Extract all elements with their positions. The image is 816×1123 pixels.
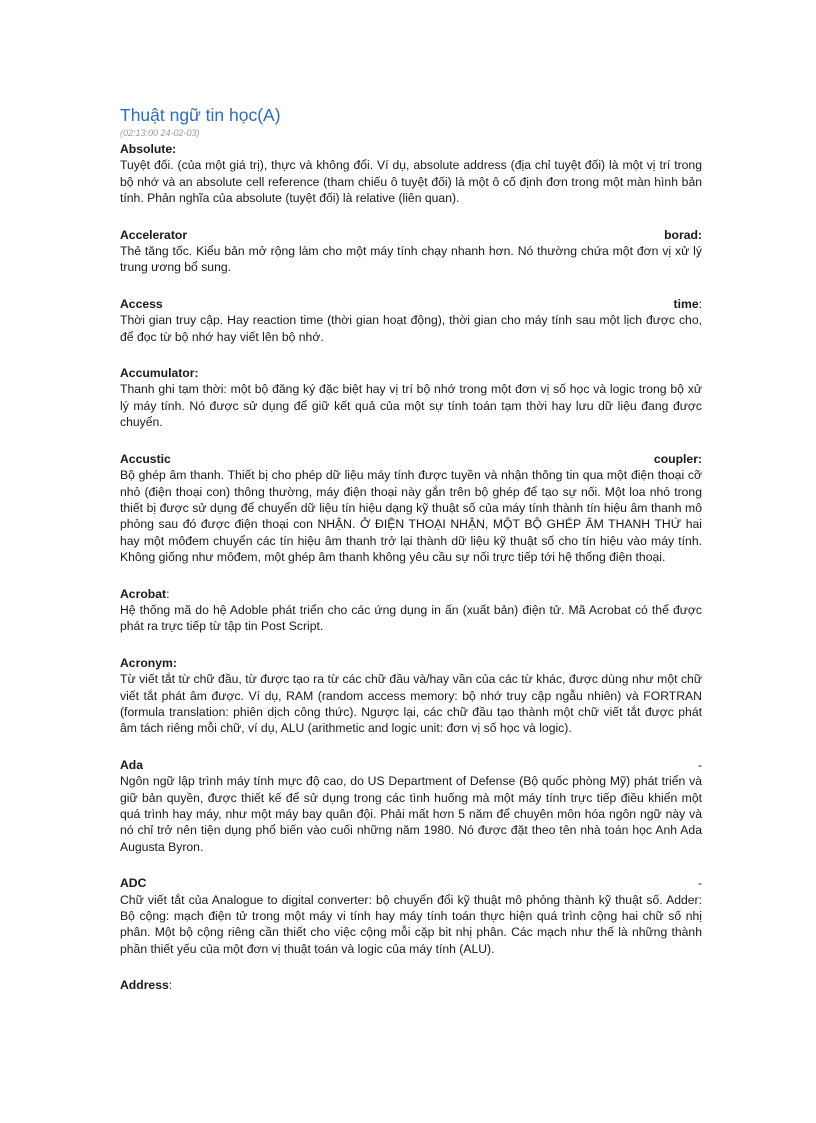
entry-term	[120, 757, 702, 773]
entry-term-text: Accustic	[120, 451, 171, 466]
entry-term-left	[120, 365, 199, 381]
entry-term-left	[120, 296, 163, 312]
glossary-entry	[120, 586, 702, 635]
entry-term	[120, 296, 702, 312]
entry-term	[120, 875, 702, 891]
entry-definition: Ngôn ngữ lập trình máy tính mực độ cao, do US Department of Defense (Bộ quốc phòng Mỹ) phát triển và giữ bản quyền, được thiết kế để sử dụng trong các tình huống mà một máy tính trực tiếp điều khiển một quá trình hay máy, như một máy bay quân đội. Phải mất hơn 5 năm để chuyên môn hóa ngôn ngữ này và nó chỉ trở nên tiện dụng phổ biến vào cuối những năm 1980. Nó được đặt theo tên nhà toán học Anh Ada Augusta Byron.	[120, 774, 702, 854]
entry-term-left	[120, 227, 187, 243]
entry-term	[120, 227, 702, 243]
entry-term-text: Accelerator	[120, 227, 188, 242]
entry-definition: Chữ viết tắt của Analogue to digital converter: bộ chuyển đổi kỹ thuật mô phỏng thành kỹ thuật số. Adder: Bộ cộng: mạch điện tử trong một máy vi tính hay máy tính toán thực hiện quá trình cộng hai chữ số nhị phân. Một bộ cộng riêng cần thiết cho việc cộng mỗi cặp bit nhị phân. Các mạch như thế là những thành phần thiết yếu của một đơn vị thuật toán và logic của máy tính (ALU).	[120, 892, 702, 956]
glossary-entry	[120, 141, 702, 207]
glossary-entry	[120, 977, 702, 993]
glossary-entries	[120, 141, 702, 994]
timestamp: (02:13:00 24-02-03)	[120, 128, 200, 138]
entry-definition: Bộ ghép âm thanh. Thiết bị cho phép dữ liệu máy tính được tuyền và nhận thông tin qua một điện thoại cỡ nhỏ (điện thoại con) thông thường, máy điện thoại này gắn trên bộ ghép để tạo sự nối. Một loa nhỏ trong thiết bị được sử dụng để chuyển dữ liệu tín hiệu dạng kỹ thuật số của máy tính thành tín hiệu âm thanh mô phỏng sau đó được điện thoại con NHẬN. Ở ĐIỆN THOẠI NHẬN, MỘT BỘ GHÉP ÂM THANH THỨ hai hay một môđem chuyển các tín hiệu âm thanh trở lại thành dữ liệu kỹ thuật số cho tín hiệu vào máy tính. Không giống như môđem, một ghép âm thanh không yêu cầu sự nối trực tiếp tới hệ thống điện thoại.	[120, 468, 702, 565]
glossary-entry	[120, 757, 702, 855]
entry-term	[120, 365, 702, 381]
entry-term-left	[120, 757, 143, 773]
entry-term-right	[698, 757, 702, 773]
glossary-entry	[120, 227, 702, 276]
entry-term-punct: :	[168, 978, 173, 993]
entry-term-right-text: coupler:	[653, 451, 702, 466]
entry-definition: Thanh ghi tạm thời: một bộ đăng ký đặc biệt hay vị trí bộ nhớ trong một đơn vị số học và logic trong bộ xử lý máy tính. Nó được sử dụng để giữ kết quả của một sự tính toán tạm thời hay lưu dữ liệu đang được chuyển.	[120, 382, 702, 430]
entry-term-left	[120, 141, 176, 157]
entry-term-text: Access	[120, 296, 163, 311]
entry-term	[120, 586, 702, 602]
entry-term-text: ADC	[120, 876, 147, 891]
entry-definition: Hệ thống mã do hệ Adoble phát triển cho các ứng dụng in ấn (xuất bản) điện tử. Mã Acrobat có thể được phát ra trực tiếp từ tập tin Post Script.	[120, 602, 702, 634]
entry-term-right-punct: :	[698, 296, 702, 311]
page-title: Thuật ngữ tin học(A)	[120, 105, 281, 125]
entry-definition: Từ viết tắt từ chữ đầu, từ được tạo ra từ các chữ đầu và/hay vần của các từ khác, được dùng như một chữ viết tắt phát âm được. Ví dụ, RAM (random access memory: bộ nhớ truy cập ngẫu nhiên) và FORTRAN (formula translation: phiên dịch công thức). Ngược lại, các chữ đầu tạo thành một chữ viết tắt được phát âm tách riêng mỗi chữ, ví dụ, ALU (arithmetic and logic unit: đơn vị số học và logic).	[120, 672, 702, 736]
entry-definition: Thẻ tăng tốc. Kiểu bản mở rộng làm cho một máy tính chạy nhanh hơn. Nó thường chứa một đơn vị xử lý trung ương bổ sung.	[120, 244, 702, 275]
glossary-entry	[120, 655, 702, 737]
entry-term-left	[120, 451, 171, 467]
glossary-entry	[120, 451, 702, 566]
entry-term-right-punct: -	[697, 757, 702, 772]
entry-term-text: Acronym:	[120, 655, 177, 670]
entry-term-text: Acrobat	[120, 586, 167, 601]
entry-term	[120, 977, 702, 993]
entry-term-right-punct: -	[697, 876, 702, 891]
glossary-entry	[120, 875, 702, 957]
entry-term	[120, 451, 702, 467]
entry-term	[120, 141, 702, 157]
entry-term-right-text: borad:	[664, 227, 702, 242]
entry-term-right	[698, 875, 702, 891]
entry-term-text: Address	[120, 978, 169, 993]
entry-term-right	[674, 296, 702, 312]
entry-definition: Thời gian truy cập. Hay reaction time (thời gian hoạt động), thời gian cho máy tính sau một lịch được cho, để đọc từ bộ nhớ hay viết lên bộ nhớ.	[120, 313, 702, 344]
entry-term-left	[120, 586, 169, 602]
entry-term-punct: :	[166, 586, 170, 601]
entry-term-left	[120, 977, 172, 993]
entry-term-left	[120, 655, 177, 671]
entry-term-text: Accumulator:	[120, 366, 199, 381]
glossary-entry	[120, 365, 702, 431]
entry-term-left	[120, 875, 146, 891]
entry-term-right	[654, 451, 702, 467]
entry-term-text: Ada	[120, 757, 144, 772]
entry-term-text: Absolute:	[120, 142, 177, 156]
entry-term-right-text: time	[673, 296, 699, 311]
entry-definition: Tuyệt đối. (của một giá trị), thực và không đổi. Ví dụ, absolute address (địa chỉ tuyệt đối) là một vị trí trong bộ nhớ và an absolute cell reference (tham chiếu ô tuyệt đối) là một ô cố định đơn trong một màn hình bản tính. Phản nghĩa của absolute (tuyệt đối) là relative (liên quan).	[120, 158, 702, 206]
glossary-entry	[120, 296, 702, 345]
document-page	[120, 104, 702, 994]
entry-term	[120, 655, 702, 671]
entry-term-right	[664, 227, 702, 243]
